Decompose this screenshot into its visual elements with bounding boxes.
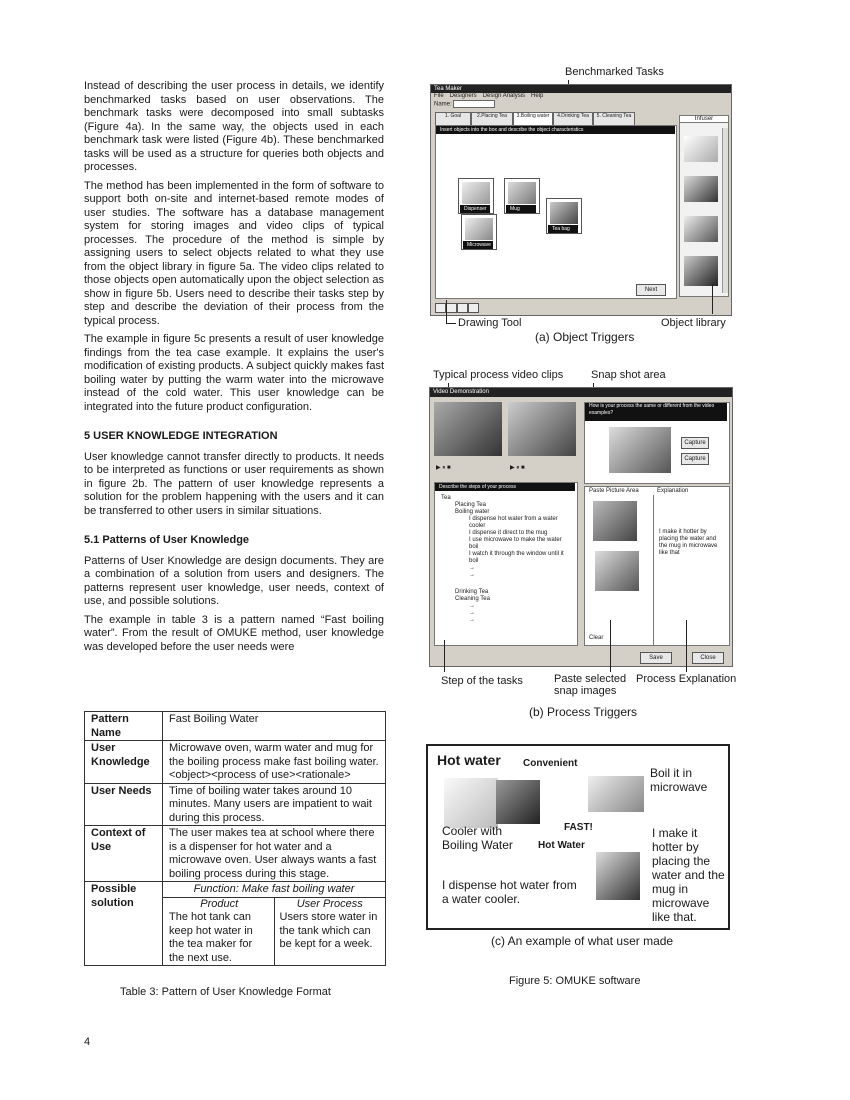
question-bar: How is your process the same or different from the video examples? bbox=[585, 403, 727, 421]
paragraph: Patterns of User Knowledge are design documents. They are a combination of a solution from users and designers. The patterns represent user knowledge, user needs, context of use, and possible solutions. bbox=[84, 554, 384, 607]
table-head: Pattern Name bbox=[85, 712, 163, 741]
callout-line bbox=[686, 620, 687, 672]
video-controls-2[interactable]: ▶ ⏸ ■ bbox=[510, 465, 525, 471]
table-head: User Knowledge bbox=[85, 741, 163, 784]
pattern-table bbox=[84, 711, 386, 966]
table-row bbox=[85, 741, 386, 784]
dispenser-photo bbox=[496, 780, 540, 824]
convenient-label: Convenient bbox=[523, 758, 578, 769]
tea-bag-image bbox=[550, 202, 578, 224]
video-controls-1[interactable]: ▶ ⏸ ■ bbox=[436, 465, 451, 471]
boil-text: Boil it in microwave bbox=[650, 766, 708, 794]
subfig-caption-c: (c) An example of what user made bbox=[491, 934, 674, 948]
explanation-header: Explanation bbox=[657, 488, 689, 494]
hot-water-title: Hot water bbox=[437, 752, 501, 768]
library-item[interactable] bbox=[684, 136, 718, 162]
hot-water-label: Hot Water bbox=[538, 840, 585, 851]
tree-step-empty[interactable]: → bbox=[469, 617, 475, 623]
table-cell: Time of boiling water takes around 10 minutes. Many users are impatient to wait during this process. bbox=[163, 783, 386, 826]
paragraph: The method has been implemented in the form of software to support both on-site and internet-based remote modes of user studies. The software has a database management system for storing images and video clips of typical processes. The procedure of the method is simple by assigning users to select objects related to what they use from the object library in figure 5a. The video clips related to those objects open automatically upon the object selection as show in figure 5b. Users need to describe their tasks step by step and describe the deviation of their process from the typical process. bbox=[84, 179, 384, 327]
paragraph: The example in table 3 is a pattern named “Fast boiling water”. From the result of OMUKE method, user knowledge was developed before the user needs were bbox=[84, 613, 384, 653]
paragraph: Instead of describing the user process in details, we identify benchmarked tasks based on user observations. The benchmark tasks were decomposed into small subtasks (Figure 4a). In the same way, the objects used in each benchmark task were listed (Figure 4b). These benchmarked tasks will be used as a structure for queries both objects and processes. bbox=[84, 80, 384, 173]
next-button[interactable]: Next bbox=[636, 284, 666, 296]
pencil-icon[interactable] bbox=[435, 303, 446, 313]
paragraph: The example in figure 5c presents a result of user knowledge findings from the tea case example. It explains the user's modification of existing products. A subject quickly makes fast boiling water by putting the warm water into the microwave instead of the cold water. This user knowledge can be integrated into the future product configuration. bbox=[84, 333, 384, 413]
user-example-panel bbox=[426, 744, 730, 930]
cell-text: <object><process of use><rationale> bbox=[169, 769, 351, 781]
library-title: Infuser bbox=[680, 116, 728, 123]
tab-drinking-tea[interactable]: 4.Drinking Tea bbox=[553, 112, 593, 125]
tab-cleaning-tea[interactable]: 5. Cleaning Tea bbox=[593, 112, 635, 125]
microwave-photo bbox=[588, 776, 644, 812]
line-icon[interactable] bbox=[446, 303, 457, 313]
hotter-text: I make it hotter by placing the water and the mug in microwave like that. bbox=[652, 826, 725, 924]
page-number: 4 bbox=[84, 1036, 91, 1048]
tree-step-empty[interactable]: → bbox=[469, 603, 475, 609]
save-button[interactable]: Save bbox=[640, 652, 672, 664]
fast-label: FAST! bbox=[564, 822, 593, 833]
menu-item[interactable]: Help bbox=[531, 93, 544, 99]
name-row bbox=[431, 100, 731, 109]
rectangle-icon[interactable] bbox=[468, 303, 479, 313]
snapshot-image bbox=[609, 427, 671, 473]
tree-root[interactable]: Tea bbox=[441, 495, 451, 501]
callout-line bbox=[610, 620, 611, 672]
solution-subtable bbox=[169, 898, 380, 966]
label-object-library: Object library bbox=[661, 317, 726, 329]
task-tree bbox=[441, 495, 569, 624]
paste-explanation-panel bbox=[584, 486, 730, 646]
library-item[interactable] bbox=[684, 176, 718, 202]
subfig-caption-b: (b) Process Triggers bbox=[529, 705, 638, 719]
window-title: Tea Maker bbox=[431, 85, 731, 93]
paragraph: User knowledge cannot transfer directly to products. It needs to be interpreted as functions or user requirements as shown in figure 2b. The pattern of user knowledge represents a solution for the problem happening with the users and it can be transferred to other users in similar situations. bbox=[84, 450, 384, 517]
water-cooler-image bbox=[444, 778, 498, 828]
tab-strip bbox=[435, 112, 675, 126]
pasted-image-2[interactable] bbox=[595, 551, 639, 591]
object-label: Mug bbox=[506, 205, 536, 213]
callout-line bbox=[444, 640, 445, 672]
table-row bbox=[85, 712, 386, 741]
tree-node[interactable]: Drinking Tea bbox=[455, 589, 489, 595]
table-head: Context of Use bbox=[85, 826, 163, 882]
object-tea-bag[interactable] bbox=[546, 198, 582, 234]
label-video-clips: Typical process video clips bbox=[433, 369, 564, 381]
tea-maker-window bbox=[430, 84, 732, 316]
window-title: Video Demonstration bbox=[430, 388, 732, 397]
tree-step-empty[interactable]: → bbox=[469, 610, 475, 616]
dispenser-image bbox=[462, 182, 490, 204]
tree-step[interactable]: I watch it through the window until it boil bbox=[469, 551, 564, 564]
mug-in-microwave-photo bbox=[596, 852, 640, 900]
table-head: Possible solution bbox=[85, 882, 163, 966]
library-item[interactable] bbox=[684, 216, 718, 242]
library-item[interactable] bbox=[684, 256, 718, 286]
label-paste-snap: Paste selected snap images bbox=[554, 673, 627, 697]
label-benchmarked-tasks: Benchmarked Tasks bbox=[565, 66, 664, 78]
menu-item[interactable]: Designers bbox=[449, 93, 477, 99]
tree-step[interactable]: I dispense hot water from a water cooler bbox=[469, 516, 558, 529]
divider bbox=[653, 495, 654, 645]
describe-bar: Describe the steps of your process bbox=[435, 483, 575, 491]
product-col bbox=[169, 898, 275, 966]
object-label: Tea bag bbox=[548, 225, 578, 233]
tree-node[interactable]: Boiling water bbox=[455, 509, 490, 515]
table-cell: The user makes tea at school where there is a dispenser for hot water and a microwave oven. User always wants a fast boiling process during this stage. bbox=[163, 826, 386, 882]
name-field[interactable] bbox=[453, 100, 495, 108]
mug-image bbox=[508, 182, 536, 204]
tab-boiling-water[interactable]: 3.Boiling water bbox=[513, 112, 553, 125]
callout-line bbox=[446, 300, 447, 324]
table-caption: Table 3: Pattern of User Knowledge Format bbox=[120, 986, 331, 998]
drawing-toolbar bbox=[435, 300, 479, 309]
table-cell bbox=[163, 882, 386, 966]
table-row bbox=[85, 783, 386, 826]
function-line: Function: Make fast boiling water bbox=[163, 883, 385, 898]
table-row bbox=[85, 826, 386, 882]
steps-panel bbox=[434, 482, 578, 646]
cell-text: Microwave oven, warm water and mug for the boiling process make fast boiling water. bbox=[169, 742, 379, 768]
process-text: Users store water in the tank which can be kept for a week. bbox=[279, 911, 378, 950]
cooler-text: Cooler with Boiling Water bbox=[442, 824, 513, 852]
subfig-caption-a: (a) Object Triggers bbox=[535, 330, 635, 344]
table-head: User Needs bbox=[85, 783, 163, 826]
instruction-bar: Insert objects into the box and describe the object characteristics bbox=[436, 126, 675, 134]
menu-item[interactable]: File bbox=[434, 93, 444, 99]
subsection-heading: 5.1 Patterns of User Knowledge bbox=[84, 534, 250, 546]
snap-shot-area bbox=[584, 402, 730, 484]
label-drawing-tool: Drawing Tool bbox=[458, 317, 522, 329]
left-column bbox=[84, 80, 384, 659]
tree-step[interactable]: I dispense it direct to the mug bbox=[469, 530, 548, 536]
object-microwave[interactable] bbox=[461, 214, 497, 250]
menu-bar bbox=[431, 93, 731, 100]
section-heading: 5 USER KNOWLEDGE INTEGRATION bbox=[84, 430, 278, 442]
figure-caption: Figure 5: OMUKE software bbox=[509, 975, 641, 987]
process-col bbox=[275, 898, 381, 966]
object-label: Dispenser bbox=[460, 205, 490, 213]
table-row bbox=[85, 882, 386, 966]
tree-node[interactable]: Placing Tea bbox=[455, 502, 486, 508]
microwave-image bbox=[465, 218, 493, 240]
product-head: Product bbox=[200, 897, 239, 910]
tab-goal[interactable]: 1. Goal bbox=[435, 112, 471, 125]
dispense-text: I dispense hot water from a water cooler. bbox=[442, 878, 577, 906]
tree-step-empty[interactable]: → bbox=[469, 572, 475, 578]
circle-icon[interactable] bbox=[457, 303, 468, 313]
pasted-image-1[interactable] bbox=[593, 501, 637, 541]
callout-line bbox=[446, 323, 456, 324]
product-text: The hot tank can keep hot water in the tea maker for the next use. bbox=[169, 911, 253, 964]
capture-button-2[interactable]: Capture bbox=[681, 453, 709, 465]
callout-line bbox=[712, 284, 713, 314]
object-label: Microwave bbox=[463, 241, 493, 249]
table-cell: Fast Boiling Water bbox=[163, 712, 386, 741]
process-head: User Process bbox=[296, 897, 363, 910]
tree-step-empty[interactable]: → bbox=[469, 565, 475, 571]
label-step-of-tasks: Step of the tasks bbox=[441, 675, 523, 687]
video-demo-window bbox=[429, 387, 733, 667]
label-snap-shot: Snap shot area bbox=[591, 369, 666, 381]
paste-header: Paste Picture Area bbox=[589, 488, 639, 494]
menu-item[interactable]: Design Analysis bbox=[482, 93, 526, 99]
object-library bbox=[679, 115, 729, 297]
name-label: Name: bbox=[434, 101, 452, 108]
capture-button-1[interactable]: Capture bbox=[681, 437, 709, 449]
library-scrollbar[interactable] bbox=[722, 128, 728, 293]
table-cell bbox=[163, 741, 386, 784]
object-mug[interactable] bbox=[504, 178, 540, 214]
object-box bbox=[435, 125, 677, 299]
explanation-text[interactable]: I make it hotter by placing the water and the mug in microwave like that bbox=[659, 529, 718, 556]
close-button[interactable]: Close bbox=[692, 652, 724, 664]
video-clip-2[interactable] bbox=[508, 402, 576, 456]
tab-placing-tea[interactable]: 2.Placing Tea bbox=[471, 112, 513, 125]
clear-button[interactable]: Clear bbox=[589, 635, 604, 641]
tree-step[interactable]: I use microwave to make the water boil bbox=[469, 537, 562, 550]
label-process-explanation: Process Explanation bbox=[636, 673, 737, 685]
video-clip-1[interactable] bbox=[434, 402, 502, 456]
object-dispenser[interactable] bbox=[458, 178, 494, 214]
tree-node[interactable]: Cleaning Tea bbox=[455, 596, 490, 602]
